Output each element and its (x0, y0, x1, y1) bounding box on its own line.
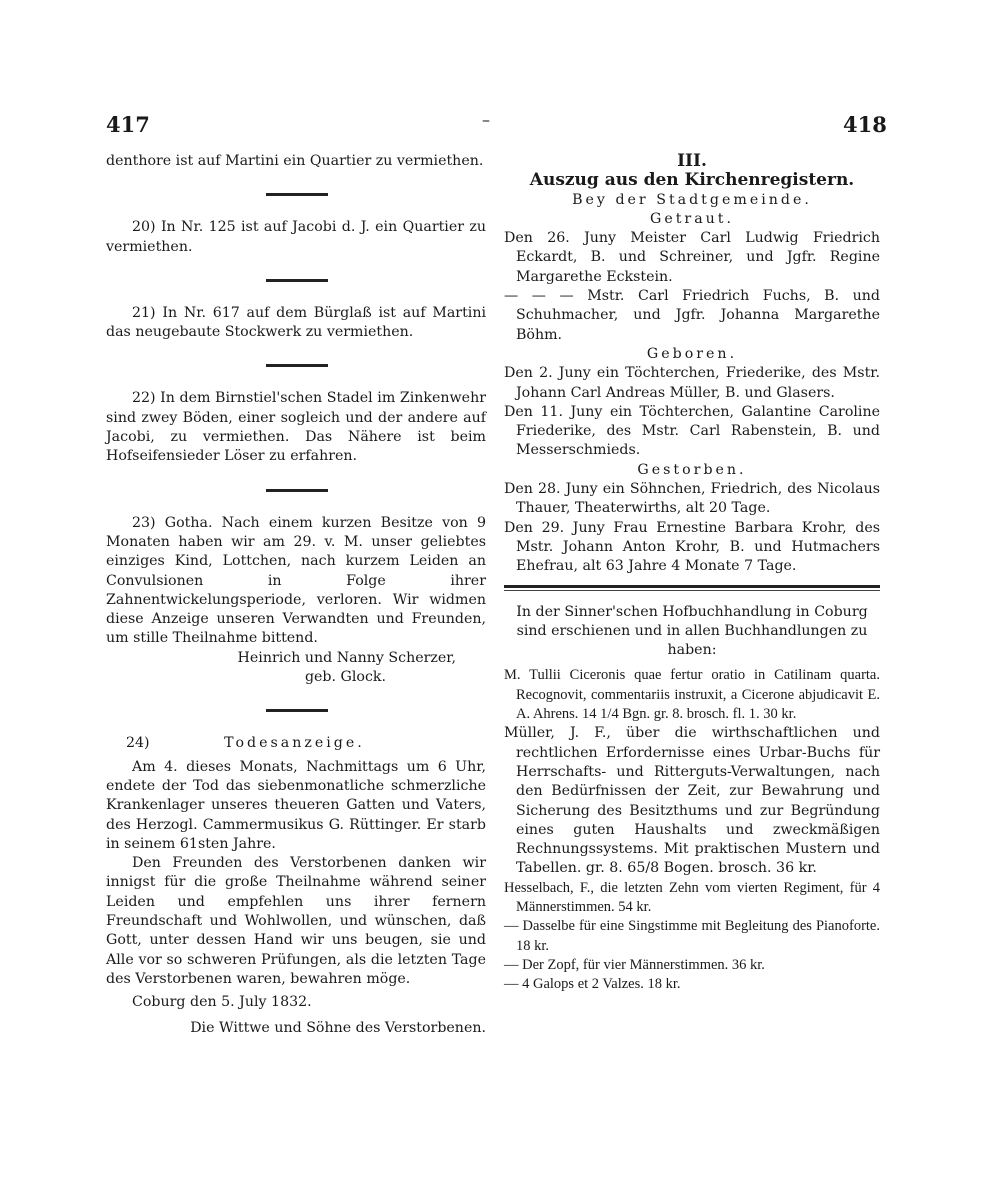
advertisement-intro: In der Sinner'schen Hofbuchhandlung in Coburg sind erschienen und in allen Buchhandlungen zu haben: (516, 603, 868, 659)
advertisement-item: — Der Zopf, für vier Männerstimmen. 36 kr. (504, 956, 765, 973)
notice-24-date: Coburg den 5. July 1832. (132, 994, 312, 1011)
parish-subheading: Bey der Stadtgemeinde. (572, 191, 812, 208)
notice-23-signature-maiden: geb. Glock. (304, 669, 386, 686)
category-died: Gestorben. (637, 461, 747, 478)
notice-23-signature-names: Heinrich und Nanny Scherzer, (237, 649, 456, 666)
separator-rule (266, 709, 328, 712)
advertisement-item: Hesselbach, F., die letzten Zehn vom vierten Regiment, für 4 Männerstimmen. 54 kr. (504, 879, 880, 915)
notice-21: 21) In Nr. 617 auf dem Bürglaß ist auf Martini das neugebaute Stockwerk zu vermiethen. (106, 304, 486, 341)
notice-continuation: denthore ist auf Martini ein Quartier zu vermiethen. (106, 153, 484, 169)
advertisement-item: M. Tullii Ciceronis quae fertur oratio in Catilinam quarta. Recognovit, commentariis instruxit, a Cicerone abjudicavit E. A. Ahrens. 14 1/4 Bgn. gr. 8. brosch. fl. 1. 30 kr. (504, 667, 880, 723)
separator-rule (266, 279, 328, 282)
register-entry: Den 2. Juny ein Töchterchen, Friederike, des Mstr. Johann Carl Andreas Müller, B. und Glasers. (504, 365, 880, 401)
notice-23: 23) Gotha. Nach einem kurzen Besitze von 9 Monaten haben wir am 29. v. M. unser geliebtes einziges Kind, Lottchen, nach kurzem Leiden an Convulsionen in Folge ihrer Zahnentwickelungsperiode, verloren. Wir widmen diese Anzeige unseren Verwandten und Freunden, um stille Theilnahme bittend. (106, 514, 486, 647)
separator-rule (266, 193, 328, 196)
notice-24-number: 24) (126, 735, 150, 752)
right-column (504, 152, 880, 994)
register-entry: Den 26. Juny Meister Carl Ludwig Friedrich Eckardt, B. und Schreiner, und Jgfr. Regine Margarethe Eckstein. (504, 230, 880, 285)
notice-22: 22) In dem Birnstiel'schen Stadel im Zinkenwehr sind zwey Böden, einer sogleich und der andere auf Jacobi, zu vermiethen. Das Nähere ist beim Hofseifensieder Löser zu erfahren. (106, 390, 486, 465)
page-number-right: 418 (843, 112, 887, 137)
page-number-left: 417 (106, 112, 150, 137)
notice-20: 20) In Nr. 125 ist auf Jacobi d. J. ein Quartier zu vermiethen. (106, 219, 486, 255)
section-heading: Auszug aus den Kirchenregistern. (529, 170, 855, 191)
section-divider-thick (504, 585, 880, 588)
notice-24-signature: Die Wittwe und Söhne des Verstorbenen. (190, 1019, 486, 1036)
separator-rule (266, 364, 328, 367)
separator-rule (266, 489, 328, 492)
register-entry: — — — Mstr. Carl Friedrich Fuchs, B. und Schuhmacher, und Jgfr. Johanna Margarethe Böhm. (504, 288, 880, 343)
category-born: Geboren. (646, 345, 738, 362)
advertisement-item: — 4 Galops et 2 Valzes. 18 kr. (504, 976, 681, 993)
register-entry: Den 28. Juny ein Söhnchen, Friedrich, des Nicolaus Thauer, Theaterwirths, alt 20 Tage. (504, 481, 880, 517)
section-number: III. (677, 151, 707, 171)
notice-24-title: Todesanzeige. (224, 735, 365, 752)
advertisement-item: Müller, J. F., über die wirthschaftlichen und rechtlichen Erfordernisse eines Urbar-Buchs für Herrschafts- und Ritterguts-Verwaltungen, nach den Bedürfnissen der Zeit, zur Bewahrung und Sicherung des Besitzthums und zur Begründung eines guten Haushalts und zweckmäßigen Rechnungssystems. Mit praktischen Mustern und Tabellen. gr. 8. 65/8 Bogen. brosch. 36 kr. (504, 725, 880, 877)
register-entry: Den 29. Juny Frau Ernestine Barbara Krohr, des Mstr. Johann Anton Krohr, B. und Hutmachers Ehefrau, alt 63 Jahre 4 Monate 7 Tage. (504, 519, 880, 575)
page-header-dash: – (482, 110, 490, 129)
register-entry: Den 11. Juny ein Töchterchen, Galantine Caroline Friederike, des Mstr. Carl Rabenstein, B. und Messerschmieds. (504, 403, 880, 459)
left-column (106, 152, 486, 1038)
advertisement-item: — Dasselbe für eine Singstimme mit Begleitung des Pianoforte. 18 kr. (504, 918, 880, 954)
category-married: Getraut. (649, 210, 735, 227)
notice-24-paragraph-2: Den Freunden des Verstorbenen danken wir innigst für die große Theilnahme während seiner Leiden und empfehlen uns ihrer fernern Freundschaft und Wohlwollen, und wünschen, daß Gott, unter dessen Hand wir uns beugen, sie und Alle vor so schweren Prüfungen, als die letzten Tage des Verstorbenen waren, bewahren möge. (106, 855, 486, 987)
section-divider-thin (504, 590, 880, 591)
notice-24-paragraph-1: Am 4. dieses Monats, Nachmittags um 6 Uhr, endete der Tod das siebenmonatliche schmerzliche Krankenlager unseres theueren Gatten und Vaters, des Herzogl. Cammermusikus G. Rüttinger. Er starb in seinem 61sten Jahre. (106, 758, 486, 852)
